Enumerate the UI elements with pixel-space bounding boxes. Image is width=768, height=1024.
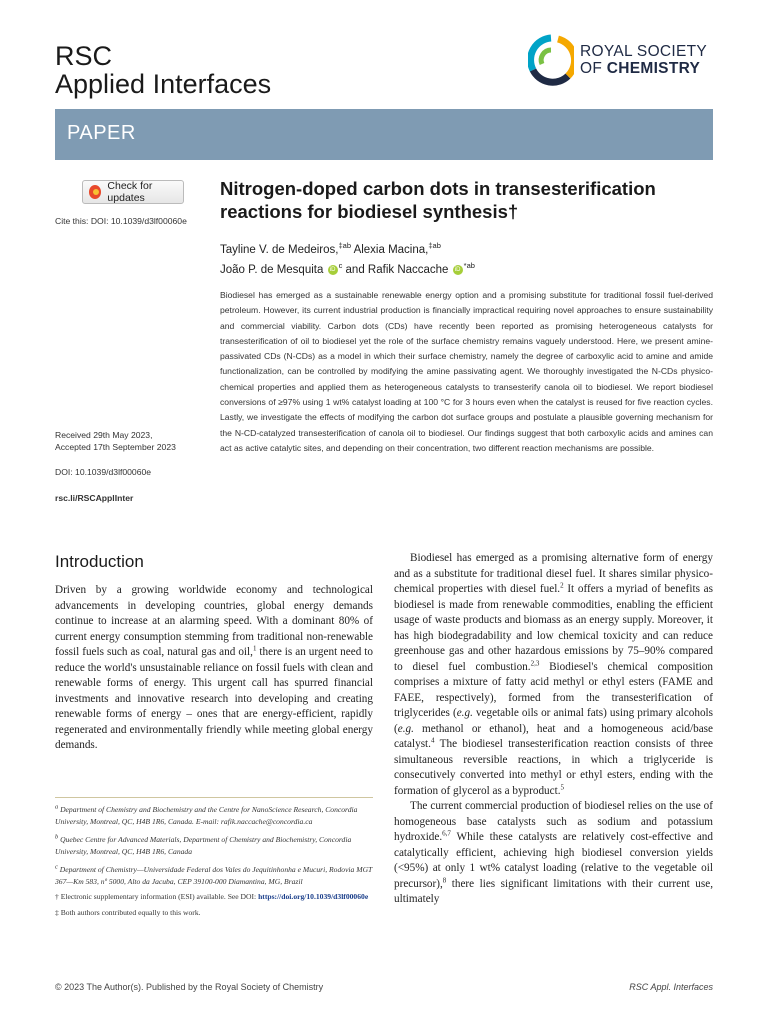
abstract: Biodiesel has emerged as a sustainable renewable energy option and a promising substitute for traditional fossil fuel-derived petroleum. However, its current industrial production is financially impractical requiring novel approaches to ensure sustainability and commercial viability. Carbon dots (CDs) have recently been reported as promising heterogeneous catalysts for transesterification of oil to biodiesel yet the role of the surface chemistry remains vaguely understood. Here, we present amine-passivated CDs (N-CDs) as a model in which their surface chemistry, namely the degree of carboxylic acid to amine and amide functionalization, can be controlled by modifying the amine passivating agent. We thoroughly investigated the N-CDs physico-chemical properties and applied them as heterogeneous catalysts to transesterify canola oil to biodiesel. We report biodiesel conversions of ≥97% using 1 wt% catalyst loading at 100 °C for 3 hours even when the catalyst is reused for five reaction cycles. Lastly, we investigate the effects of modifying the carbon dot surface groups and postulate a plausible governing mechanism for the N-CD-catalyzed transesterification of canola oil to biodiesel. Our findings suggest that both carboxylic acids and amines can act as active catalytic sites, and depending on their concentration, two different reaction mechanisms are possible.: [220, 290, 713, 453]
esi-link[interactable]: https://doi.org/10.1039/d3lf00060e: [258, 892, 369, 902]
rsc-logo-icon: [528, 34, 574, 86]
citation-ref[interactable]: 4: [430, 736, 435, 745]
paragraph-text: The current commercial production of biodiesel relies on the use of homogeneous base catalysts such as sodium and potassium hydroxide.: [394, 800, 713, 843]
footnote-affiliation-a: [55, 801, 373, 828]
footnotes: [55, 801, 373, 922]
check-for-updates-label: Check for updates: [107, 180, 153, 204]
paragraph-text: Biodiesel has emerged as a promising alternative form of energy and as a substitute for traditional diesel fuel. It shares similar physico-chemical properties with diesel fuel.: [394, 552, 713, 595]
article-title: Nitrogen-doped carbon dots in transesterification reactions for biodiesel synthesis†: [220, 178, 656, 222]
paragraph-text: While these catalysts are relatively cost-effective and catalytically efficient, achieving high biodiesel conversion yields (<95%) at only 1 wt% catalyst loading (relative to the vegetable oil precursor),: [394, 831, 713, 890]
footnote-marker: c: [55, 863, 58, 871]
section-heading-introduction: Introduction: [55, 552, 144, 571]
journal-link[interactable]: rsc.li/RSCApplInter: [55, 493, 134, 503]
citation-ref[interactable]: 6,7: [442, 829, 451, 838]
article-type: PAPER: [67, 122, 136, 144]
italic-text: e.g.: [456, 707, 473, 719]
doi[interactable]: DOI: 10.1039/d3lf00060e: [55, 467, 152, 477]
footnote-text: Department of Chemistry and Biochemistry and the Centre for NanoScience Research, Concordia University, Montreal, QC, H4B 1R6, Canada. E-mail: rafik.naccache@concordia.ca: [55, 804, 358, 826]
paragraph: [394, 799, 713, 908]
orcid-icon[interactable]: iD: [453, 265, 463, 275]
citation-ref[interactable]: 8: [442, 875, 447, 884]
footnote-marker: a: [55, 803, 59, 810]
author-name[interactable]: Alexia Macina,: [353, 243, 429, 256]
author-conjunction: and: [345, 263, 365, 276]
citation-ref[interactable]: 2,3: [530, 658, 540, 667]
article-type-banner: [55, 109, 713, 160]
publisher-line2: [580, 60, 707, 77]
journal-title-line2: Applied Interfaces: [55, 69, 272, 99]
footnote-affiliation-c: [55, 861, 373, 888]
paragraph-text: methanol or ethanol), heat and a homogeneous acid/base catalyst.: [394, 722, 713, 750]
journal-abbrev: RSC Appl. Interfaces: [629, 982, 713, 992]
paragraph-text: Biodiesel's chemical composition comprises a mixture of fatty acid methyl or ethyl esters (FAME and FAEE, respectively), formed from the transesterification of triglycerides (: [394, 660, 713, 719]
paragraph-text: The biodiesel transesterification reaction consists of three simultaneous reversible reactions, in which a triglyceride is consecutively converted into methyl or ethyl esters, ending with the formation of glycerol as a byproduct.: [394, 738, 713, 797]
citation-ref[interactable]: 2: [560, 581, 564, 590]
journal-title: [55, 42, 271, 98]
footnote-text: Quebec Centre for Advanced Materials, Department of Chemistry and Biochemistry, Concordia University, Montreal, QC, H4B 1R6, Canada: [55, 834, 352, 856]
footnote-equal-contribution: ‡ Both authors contributed equally to this work.: [55, 907, 201, 917]
author-list: [220, 238, 720, 278]
footnote-divider: [55, 797, 373, 798]
rsc-logo: [528, 32, 718, 88]
author-name[interactable]: Rafik Naccache: [367, 263, 449, 276]
accepted-date: Accepted 17th September 2023: [55, 442, 176, 452]
paragraph-text: there is an urgent need to reduce the world's unsustainable reliance on fossil fuels with clean and renewable forms of energy. This urgent call has spurred financial investments and innovative research into developing and creating renewable forms of energy – ones that are energy-efficient, rapidly regenerated and environmentally friendly while meeting global energy demands.: [55, 646, 373, 751]
footnote-affiliation-b: [55, 831, 373, 858]
author-affiliation: *ab: [463, 260, 475, 270]
body-column-right: [394, 551, 713, 908]
citation-ref[interactable]: 5: [560, 782, 565, 791]
check-for-updates-button[interactable]: [82, 180, 184, 204]
author-affiliation: c: [338, 260, 343, 270]
footnote-marker: b: [55, 833, 59, 841]
author-name[interactable]: João P. de Mesquita: [220, 263, 324, 276]
footnote-text: Department of Chemistry—Universidade Federal dos Vales do Jequitinhonha e Mucuri, Rodovia MGT 367—Km 583, nº 5000, Alto da Jacuba, CEP 39100-000 Diamantina, MG, Brazil: [55, 864, 373, 887]
footnote-esi: [55, 891, 373, 903]
publisher-line1: ROYAL SOCIETY: [580, 43, 708, 60]
publisher-chem: CHEMISTRY: [606, 60, 701, 77]
citation-ref[interactable]: 1: [252, 644, 257, 653]
crossmark-icon: [89, 185, 101, 199]
journal-title-line1: RSC: [55, 41, 113, 71]
orcid-icon[interactable]: iD: [328, 265, 338, 275]
author-name[interactable]: Tayline V. de Medeiros,: [220, 243, 339, 256]
italic-text: e.g.: [397, 722, 414, 735]
paragraph: [394, 551, 713, 799]
author-affiliation: ‡ab: [338, 241, 351, 250]
paragraph-text: Driven by a growing worldwide economy and technological advancements in developing countries, global energy demands continue to increase at an alarming speed. With a dominant 80% of current energy consumption stemming from traditional non-renewable fossil fuels such as coal, natural gas and oil,: [55, 584, 373, 658]
footnote-text: † Electronic supplementary information (ESI) available. See DOI:: [55, 892, 259, 902]
copyright: © 2023 The Author(s). Published by the Royal Society of Chemistry: [55, 982, 324, 992]
paragraph-text: there lies significant limitations with their current use, ultimately: [394, 877, 713, 905]
received-date: Received 29th May 2023,: [55, 430, 153, 440]
paragraph-text: vegetable oils or animal fats) using primary alcohols (: [394, 707, 713, 735]
paragraph-text: It offers a myriad of benefits as biodiesel is made from renewable commodities, enabling the efficient usage of waste products and biomass as an energy supply. Moreover, it has high biodegradability and low chemical toxicity and can reduce greenhouse gas and other hazardous emissions by 75–90% compared to diesel fuel combustion.: [394, 583, 713, 673]
publisher-of: OF: [580, 60, 603, 77]
author-affiliation: ‡ab: [428, 241, 441, 250]
body-column-left: [55, 583, 373, 754]
citation: Cite this: DOI: 10.1039/d3lf00060e: [55, 216, 187, 226]
publisher-name: [580, 43, 707, 77]
